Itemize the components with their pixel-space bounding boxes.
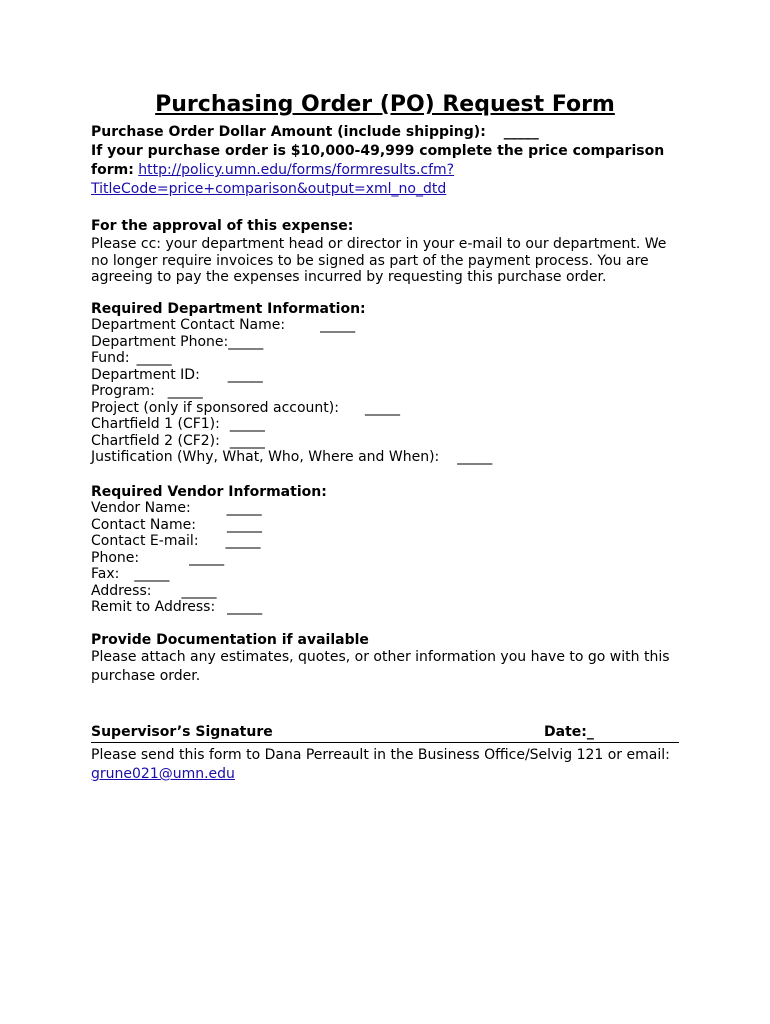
- fund-label: Fund:: [91, 350, 130, 366]
- project-field[interactable]: _____: [364, 399, 400, 416]
- department-field-row: [91, 367, 691, 384]
- approval-heading: For the approval of this expense:: [91, 218, 354, 234]
- price-comparison-link-part2[interactable]: TitleCode=price+comparison&output=xml_no_dtd: [91, 181, 447, 197]
- email-link[interactable]: grune021@umn.edu: [91, 766, 235, 782]
- justification-field[interactable]: _____: [457, 449, 493, 465]
- approval-line: Please cc: your department head or director in your e-mail to our department. We: [91, 236, 667, 252]
- comparison-text: If your purchase order is $10,000-49,999 complete the price comparison: [91, 143, 665, 159]
- dollar-amount-row: [91, 123, 691, 142]
- footer-text: Please send this form to Dana Perreault in the Business Office/Selvig 121 or email:: [91, 747, 670, 763]
- project-label: Project (only if sponsored account):: [91, 399, 339, 416]
- fax-label: Fax:: [91, 566, 120, 582]
- department-id-label: Department ID:: [91, 366, 200, 383]
- vendor-field-row: [91, 550, 691, 567]
- department-heading: Required Department Information:: [91, 300, 366, 317]
- vendor-section: [91, 484, 691, 616]
- vendor-field-row: [91, 517, 691, 534]
- contact-email-label: Contact E-mail:: [91, 533, 199, 549]
- department-field-row: [91, 449, 691, 466]
- chartfield-2-field[interactable]: _____: [229, 432, 265, 449]
- fax-field[interactable]: _____: [134, 566, 170, 582]
- documentation-line: Please attach any estimates, quotes, or other information you have to go with this: [91, 649, 670, 665]
- documentation-line: purchase order.: [91, 668, 201, 684]
- phone-field[interactable]: _____: [189, 549, 225, 566]
- vendor-field-row: [91, 566, 691, 583]
- remit-to-address-label: Remit to Address:: [91, 599, 216, 615]
- approval-section: [91, 217, 691, 286]
- price-comparison-link-part1[interactable]: http://policy.umn.edu/forms/formresults.cfm?: [138, 162, 455, 178]
- chartfield-1-label: Chartfield 1 (CF1):: [91, 416, 220, 432]
- vendor-heading: Required Vendor Information:: [91, 483, 327, 500]
- department-field-row: [91, 317, 691, 334]
- form-label: form:: [91, 162, 134, 178]
- vendor-field-row: [91, 500, 691, 517]
- program-field[interactable]: _____: [167, 383, 203, 399]
- documentation-section: [91, 632, 691, 687]
- department-field-row: [91, 383, 691, 400]
- vendor-name-field[interactable]: _____: [226, 500, 262, 516]
- date-label: Date:_: [544, 724, 594, 740]
- chartfield-1-field[interactable]: _____: [229, 416, 265, 432]
- dollar-amount-field[interactable]: _____: [503, 124, 539, 140]
- vendor-field-row: [91, 583, 691, 600]
- approval-line: no longer require invoices to be signed as part of the payment process. You are: [91, 252, 649, 269]
- program-label: Program:: [91, 383, 155, 399]
- contact-email-field[interactable]: _____: [225, 533, 261, 549]
- documentation-heading: Provide Documentation if available: [91, 631, 369, 648]
- department-phone-label: Department Phone:: [91, 333, 229, 350]
- department-field-row: [91, 400, 691, 417]
- intro-section: [91, 123, 691, 199]
- form-page: [91, 90, 691, 784]
- comparison-link-row: [91, 161, 691, 180]
- vendor-field-row: [91, 533, 691, 550]
- justification-label: Justification (Why, What, Who, Where and When):: [91, 449, 440, 465]
- chartfield-2-label: Chartfield 2 (CF2):: [91, 432, 220, 449]
- page-title: Purchasing Order (PO) Request Form: [155, 92, 615, 117]
- department-section: [91, 301, 691, 466]
- department-phone-field[interactable]: _____: [228, 333, 264, 350]
- remit-to-address-field[interactable]: _____: [227, 599, 263, 615]
- department-contact-name-label: Department Contact Name:: [91, 317, 286, 333]
- approval-line: agreeing to pay the expenses incurred by requesting this purchase order.: [91, 269, 607, 285]
- department-field-row: [91, 350, 691, 367]
- address-field[interactable]: _____: [181, 582, 217, 599]
- contact-name-label: Contact Name:: [91, 516, 196, 533]
- footer-email-row: [91, 765, 691, 784]
- department-id-field[interactable]: _____: [227, 366, 263, 383]
- department-field-row: [91, 334, 691, 351]
- signature-section: [91, 724, 691, 784]
- department-contact-name-field[interactable]: _____: [320, 317, 356, 333]
- department-field-row: [91, 416, 691, 433]
- signature-row[interactable]: [91, 724, 679, 743]
- phone-label: Phone:: [91, 549, 140, 566]
- vendor-field-row: [91, 599, 691, 616]
- address-label: Address:: [91, 582, 152, 599]
- dollar-amount-label: Purchase Order Dollar Amount (include shipping):: [91, 124, 486, 140]
- vendor-name-label: Vendor Name:: [91, 500, 191, 516]
- supervisor-signature-label: Supervisor’s Signature: [91, 724, 273, 740]
- comparison-link-row-2: [91, 180, 691, 199]
- department-field-row: [91, 433, 691, 450]
- contact-name-field[interactable]: _____: [226, 516, 262, 533]
- fund-field[interactable]: _____: [136, 350, 172, 366]
